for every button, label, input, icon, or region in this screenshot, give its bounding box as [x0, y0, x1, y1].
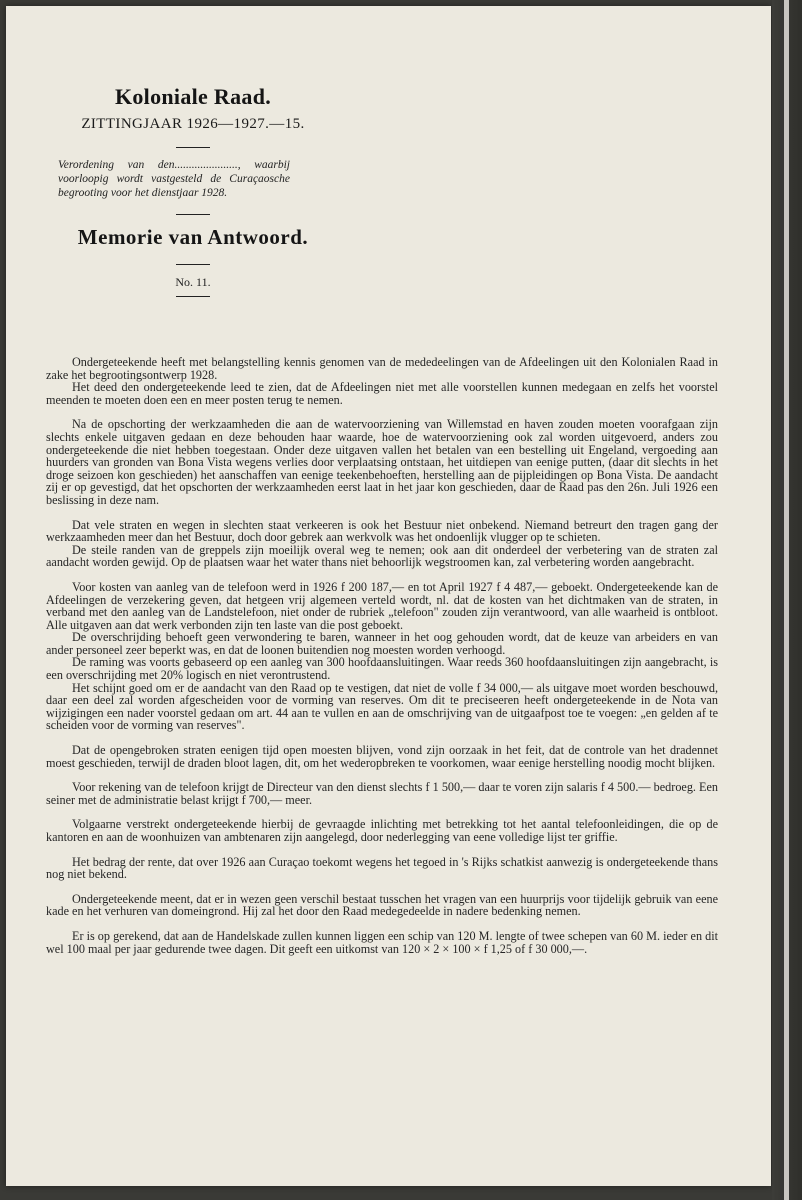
paragraph: Ondergeteekende meent, dat er in wezen geen verschil bestaat tusschen het vragen van een huurprijs voor tijdelijk gebruik van eene kade en het verhuren van domeingrond. Hij zal het door den Raad medegedeelde in nadere bedenking nemen. [46, 891, 718, 919]
document-number: No. 11. [175, 275, 211, 289]
divider [176, 214, 210, 215]
paragraph: Voor rekening van de telefoon krijgt de Directeur van den dienst slechts f 1 500,— daar te voren zijn salaris f 4 500.— bedroeg. Een seiner met de administratie belast krijgt f 700,— meer. [46, 780, 718, 807]
paragraph: Dat vele straten en wegen in slechten staat verkeeren is ook het Bestuur niet onbekend. Niemand betreurt den tragen gang der werkzaamheden meer dan het Bestuur, doch door gebrek aan werkvolk was het ondoenlijk vlugger op te schieten. [46, 517, 718, 545]
divider [176, 147, 210, 148]
memorie-body [46, 356, 718, 955]
paragraph: Ondergeteekende heeft met belangstelling kennis genomen van de mededeelingen van de Afdeelingen uit den Kolonialen Raad in zake het begrootingsontwerp 1928. [46, 355, 718, 382]
divider [176, 296, 210, 297]
paragraph: Na de opschorting der werkzaamheden die aan de watervoorziening van Willemstad en haven zouden moeten voorafgaan zijn slechts enkele uitgaven gedaan en deze behouden haar waarde, hoe de watervoorziening ook zal worden uitgevoerd, anders zou ondergeteekende die niet hebben toegestaan. Onder deze uitgaven vallen het betalen van een bestelling uit Engeland, vergoeding aan huurders van gronden van Bona Vista wegens verlies door verplaatsing ontstaan, het uitdiepen van eenige putten, (daar dit slechts in het droge seizoen kon geschieden) het aanschaffen van eenige teekenbehoeften, herstelling aan de pijpleidingen op Bona Vista. De aandacht zij er op gevestigd, dat het opschorten der werkzaamheden eerst laat in het jaar kon geschieden, daar de Raad pas den 26n. Juli 1926 een beslissing in deze nam. [46, 417, 718, 507]
paragraph: De steile randen van de greppels zijn moeilijk overal weg te nemen; ook aan dit onderdeel der verbetering van de straten zal aandacht worden gewijd. Op de plaatsen waar het water thans niet behoorlijk wegstroomen kan, zal verbetering worden aangebracht. [46, 542, 718, 570]
ordinance-description: Verordening van den......................, waarbij voorloopig wordt vastgesteld de Curaçaosche begrooting voor het dienstjaar 1928. [58, 159, 290, 199]
paragraph: Het deed den ondergeteekende leed te zien, dat de Afdeelingen niet met alle voorstellen kunnen medegaan en zelfs het voorstel meenden te moeten doen een en meer posten terug te nemen. [46, 380, 718, 407]
binding-strip [784, 0, 789, 1200]
paragraph: Voor kosten van aanleg van de telefoon werd in 1926 f 200 187,— en tot April 1927 f 4 487,— geboekt. Ondergeteekende kan de Afdeelingen de verzekering geven, dat hetgeen vrij algemeen verteld wordt, nl. dat de kosten van het dichtmaken van de straten, in verband met den aanleg van de Landstelefoon, niet onder de rubriek „telefoon" zouden zijn verantwoord, van alle waarheid is ontbloot. Alle uitgaven aan dat werk verbonden zijn ten laste van die post geboekt. [46, 579, 718, 632]
paragraph: Dat de opengebroken straten eenigen tijd open moesten blijven, vond zijn oorzaak in het feit, dat de controle van het dradennet moest geschieden, terwijl de draden bloot lagen, dit, om het wederopbreken te voorkomen, waar eenige herstelling noodig mocht blijken. [46, 743, 718, 770]
paragraph: Er is op gerekend, dat aan de Handelskade zullen kunnen liggen een schip van 120 M. lengte of twee schepen van 60 M. ieder en dit wel 100 maal per jaar gedurende twee dagen. Dit geeft een uitkomst van 120 × 2 × 100 × f 1,25 of f 30 000,—. [46, 928, 718, 956]
paragraph: De overschrijding behoeft geen verwondering te baren, wanneer in het oog gehouden wordt, dat de keuze van arbeiders en van ander personeel zeer beperkt was, en dat de loonen buitendien nog moesten worden verhoogd. [46, 630, 718, 657]
document-title: Memorie van Antwoord. [77, 225, 309, 249]
session-year: ZITTINGJAAR 1926—1927.—15. [81, 116, 305, 132]
paragraph: Volgaarne verstrekt ondergeteekende hierbij de gevraagde inlichting met betrekking tot het aantal telefoonleidingen, die op de kantoren en aan de woonhuizen van ambtenaren zijn aangelegd, door nederlegging van eene volledige lijst ter griffie. [46, 817, 718, 844]
book-binding [772, 0, 802, 1200]
document-page [6, 6, 771, 1186]
document-header [58, 84, 328, 307]
paragraph: Het bedrag der rente, dat over 1926 aan Curaçao toekomt wegens het tegoed in 's Rijks schatkist aanwezig is ondergeteekende thans nog niet bekend. [46, 854, 718, 882]
paragraph: Het schijnt goed om er de aandacht van den Raad op te vestigen, dat niet de volle f 34 000,— als uitgave moet worden beschouwd, daar een deel zal worden afgescheiden voor de vorming van reserves. Om dit te preciseeren heeft ondergeteekende in de Nota van wijzigingen een nader voorstel gedaan om art. 44 aan te vullen en aan de omschrijving van de uitgaafpost toe te voegen: „en gelden af te scheiden voor de vorming van reserves". [46, 680, 718, 733]
council-title: Koloniale Raad. [114, 84, 272, 109]
divider [176, 264, 210, 265]
paragraph: De raming was voorts gebaseerd op een aanleg van 300 hoofdaansluitingen. Waar reeds 360 hoofdaansluitingen zijn aangebracht, is een overschrijding met 20% logisch en niet verontrustend. [46, 655, 718, 683]
